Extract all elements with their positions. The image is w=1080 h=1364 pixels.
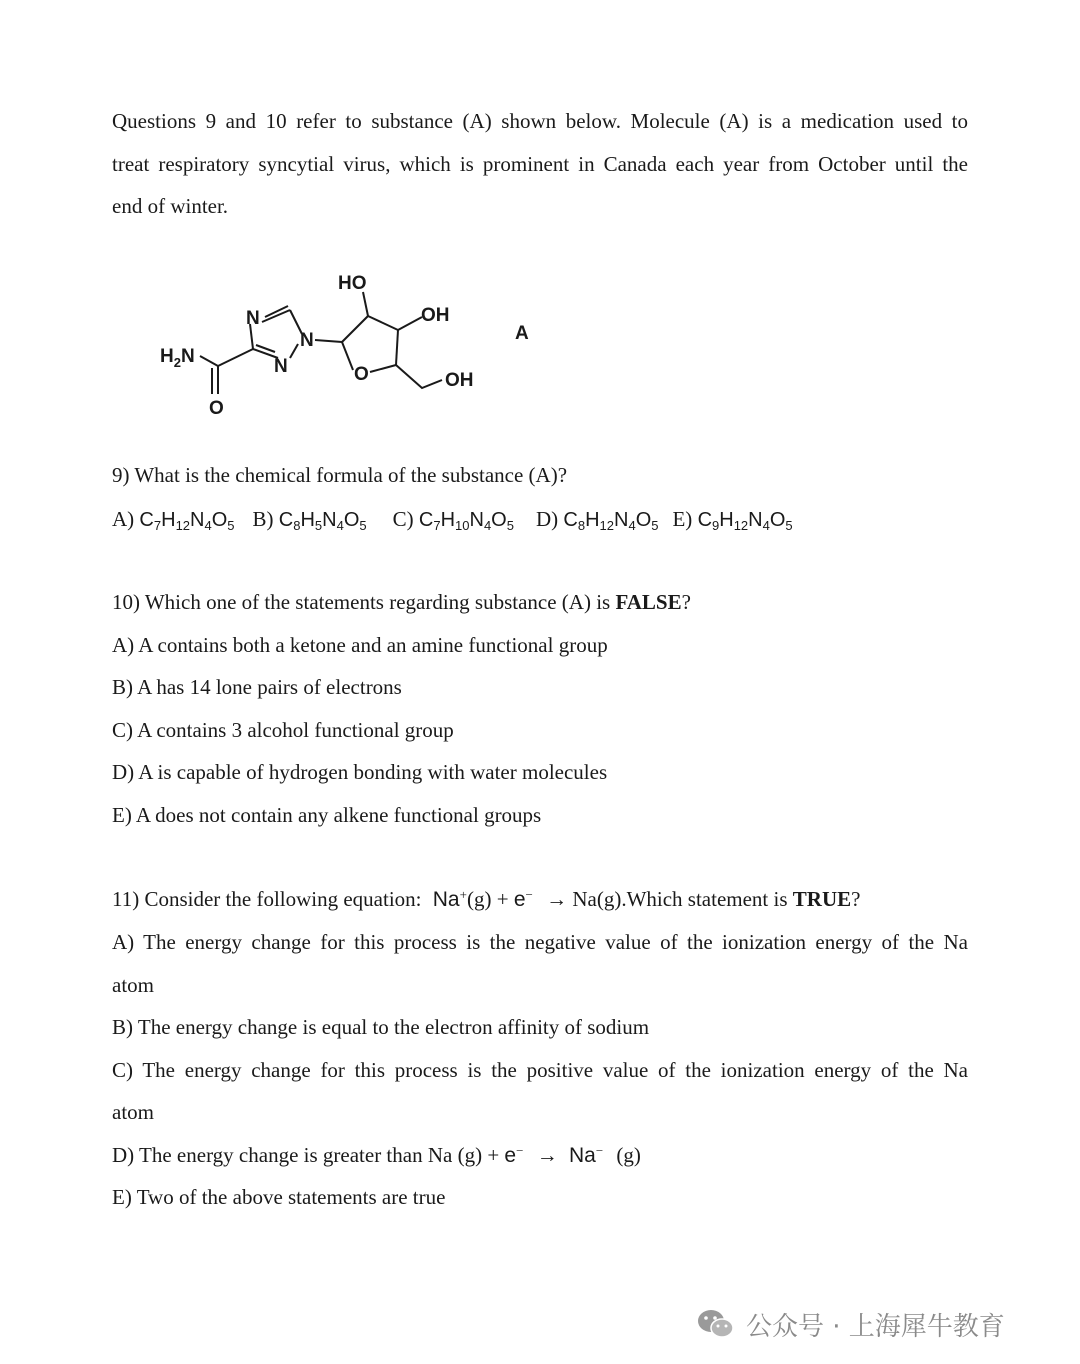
q10-option-c: C) A contains 3 alcohol functional group: [112, 718, 454, 742]
q11-question-end: ?: [851, 887, 861, 911]
intro-line-2: treat respiratory syncytial virus, which is prominent in Canada each year from October until the: [112, 152, 968, 176]
q9-option-formula: $C_8H_{12}N_4O_5$: [563, 509, 659, 533]
q11-option-b: B) The energy change is equal to the electron affinity of sodium: [112, 1015, 650, 1039]
atom-n1: N: [246, 308, 260, 329]
eq-na-charge: +: [459, 887, 467, 902]
d-arrow: →: [536, 1143, 558, 1167]
atom-h2n: $H_2N$: [160, 346, 195, 370]
molecule-a-structure: [150, 262, 550, 432]
bond: [342, 316, 368, 342]
q10-option-b: B) A has 14 lone pairs of electrons: [112, 675, 402, 699]
q11-option-a-line-1: A) The energy change for this process is the negative value of the ionization energy of the Na: [112, 930, 968, 954]
q11-option-c-line-1: C) The energy change for this process is the positive value of the ionization energy of the Na: [112, 1058, 968, 1082]
q9-option-letter: E): [672, 507, 698, 531]
watermark-text: 公众号 · 上海犀牛教育: [746, 1311, 1005, 1342]
bond: [218, 349, 253, 366]
eq-na: Na: [432, 888, 460, 911]
q9-option-letter: B): [252, 507, 279, 531]
q10-question-bold: FALSE: [615, 590, 682, 614]
atom-ho: HO: [338, 273, 367, 294]
d-na-charge: −: [595, 1143, 604, 1158]
q9-option: [112, 504, 235, 535]
q9-option-letter: C): [392, 507, 419, 531]
wechat-icon: [696, 1308, 736, 1340]
atom-n2: N: [300, 330, 314, 351]
bond: [396, 365, 442, 388]
bond: [315, 340, 342, 342]
eq-electron-charge: −: [525, 887, 533, 902]
q9-option: [536, 504, 659, 535]
compound-label: A: [515, 323, 529, 344]
intro-line-1: Questions 9 and 10 refer to substance (A) shown below. Molecule (A) is a medication used to: [112, 109, 968, 133]
q11-question-text: 11) Consider the following equation:: [112, 887, 422, 911]
bond: [368, 316, 398, 330]
q11-option-d-text: D) The energy change is greater than Na (g) +: [112, 1143, 500, 1167]
q11-option-e: E) Two of the above statements are true: [112, 1185, 446, 1209]
bond: [370, 365, 396, 372]
atom-carbonyl-o: O: [209, 398, 224, 419]
q11-question: [112, 884, 968, 915]
bond: [342, 342, 353, 370]
q9-question: 9) What is the chemical formula of the substance (A)?: [112, 463, 568, 487]
bond: [290, 344, 298, 358]
q9-option: [393, 504, 514, 535]
d-gas: (g): [616, 1143, 641, 1167]
d-electron-charge: −: [516, 1143, 524, 1158]
q11-option-d: [112, 1140, 968, 1171]
eq-electron: e: [513, 888, 526, 911]
atom-ring-o: O: [354, 364, 369, 385]
q10-option-a: A) A contains both a ketone and an amine functional group: [112, 633, 608, 657]
eq-gas: (g) +: [466, 887, 509, 911]
watermark: [696, 1304, 1005, 1344]
q9-option: [253, 504, 367, 535]
d-na: Na: [568, 1144, 596, 1167]
q9-options: [112, 504, 968, 535]
eq-arrow: →: [546, 887, 568, 911]
q9-option-letter: A): [112, 507, 140, 531]
q10-option-e: E) A does not contain any alkene functional groups: [112, 803, 542, 827]
q9-option-formula: $C_8H_5N_4O_5$: [278, 509, 367, 533]
atom-n3: N: [274, 356, 288, 377]
q10-question: [112, 587, 968, 617]
q11-option-a-line-2: atom: [112, 973, 154, 997]
bond: [396, 330, 398, 365]
q10-question-text: 10) Which one of the statements regarding substance (A) is: [112, 590, 616, 614]
d-electron: e: [504, 1144, 517, 1167]
q9-option: [672, 504, 792, 535]
bond: [200, 356, 218, 366]
q11-question-post: Na(g).Which statement is: [572, 887, 793, 911]
intro-line-3: end of winter.: [112, 194, 229, 218]
q9-option-formula: $C_7H_{10}N_4O_5$: [418, 509, 514, 533]
q9-option-letter: D): [535, 507, 564, 531]
q11-option-c-line-2: atom: [112, 1100, 154, 1124]
bond: [398, 317, 422, 330]
q11-question-bold: TRUE: [792, 887, 852, 911]
q10-question-end: ?: [681, 590, 691, 614]
atom-oh-1: OH: [421, 305, 450, 326]
q9-option-formula: $C_7H_{12}N_4O_5$: [139, 509, 235, 533]
bond: [363, 292, 368, 316]
atom-oh-2: OH: [445, 370, 474, 391]
q10-option-d: D) A is capable of hydrogen bonding with water molecules: [112, 760, 608, 784]
q9-option-formula: $C_9H_{12}N_4O_5$: [697, 509, 793, 533]
